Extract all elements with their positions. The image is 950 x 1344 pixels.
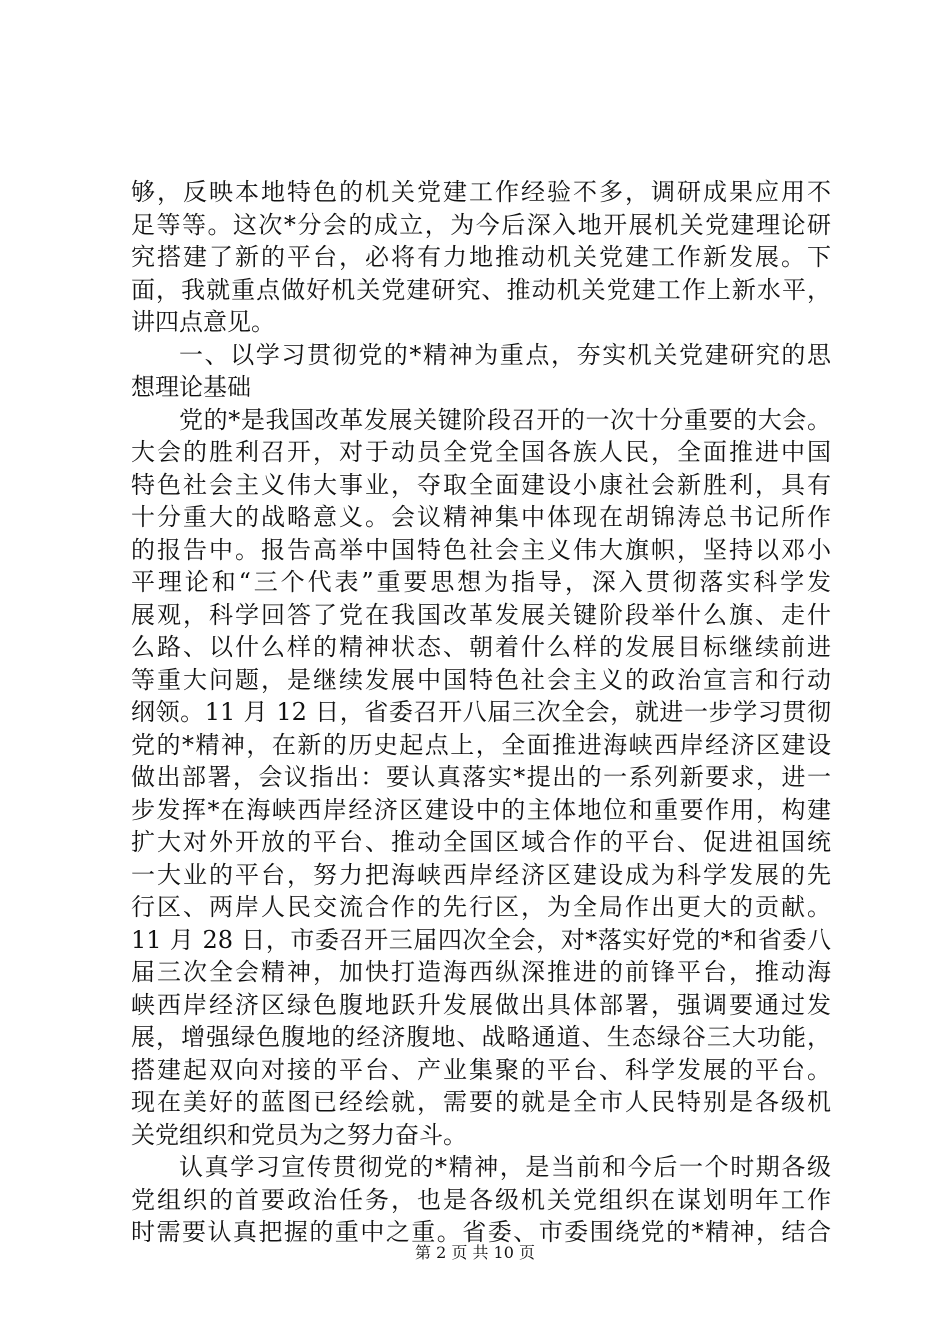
text-line: 想理论基础 bbox=[131, 373, 251, 401]
text-line: 峡西岸经济区绿色腹地跃升发展做出具体部署，强调要通过发 bbox=[131, 990, 831, 1019]
text-line: 行区、两岸人民交流合作的先行区，为全局作出更大的贡献。 bbox=[131, 893, 831, 921]
text-line: 的报告中。报告高举中国特色社会主义伟大旗帜，坚持以邓小 bbox=[131, 535, 831, 564]
text-line: 党的*精神，在新的历史起点上，全面推进海峡西岸经济区建设 bbox=[131, 730, 831, 759]
text-line: 一、以学习贯彻党的*精神为重点，夯实机关党建研究的思 bbox=[179, 340, 831, 369]
text-line: 讲四点意见。 bbox=[131, 308, 275, 336]
text-line: 现在美好的蓝图已经绘就，需要的就是全市人民特别是各级机 bbox=[131, 1088, 831, 1116]
text-line: 大会的胜利召开，对于动员全党全国各族人民，全面推进中国 bbox=[131, 438, 831, 466]
text-line: 展，增强绿色腹地的经济腹地、战略通道、生态绿谷三大功能， bbox=[131, 1023, 831, 1051]
text-line: 等重大问题，是继续发展中国特色社会主义的政治宣言和行动 bbox=[131, 665, 831, 694]
text-line: 党组织的首要政治任务，也是各级机关党组织在谋划明年工作 bbox=[131, 1185, 831, 1214]
text-line: 面，我就重点做好机关党建研究、推动机关党建工作上新水平， bbox=[131, 275, 831, 304]
text-line: 届三次全会精神，加快打造海西纵深推进的前锋平台，推动海 bbox=[131, 958, 831, 986]
text-line: 认真学习宣传贯彻党的*精神，是当前和今后一个时期各级 bbox=[179, 1153, 831, 1181]
text-line: 关党组织和党员为之努力奋斗。 bbox=[131, 1120, 467, 1149]
text-line: 够，反映本地特色的机关党建工作经验不多，调研成果应用不 bbox=[131, 178, 831, 206]
text-line: 扩大对外开放的平台、推动全国区域合作的平台、促进祖国统 bbox=[131, 828, 831, 856]
text-line: 究搭建了新的平台，必将有力地推动机关党建工作新发展。下 bbox=[131, 243, 831, 271]
text-line: 时需要认真把握的重中之重。省委、市委围绕党的*精神，结合 bbox=[131, 1218, 831, 1246]
page-number: 第 2 页 共 10 页 bbox=[415, 1243, 535, 1262]
text-line: 做出部署，会议指出：要认真落实*提出的一系列新要求，进一 bbox=[131, 763, 831, 791]
text-line: 平理论和“三个代表”重要思想为指导，深入贯彻落实科学发 bbox=[131, 568, 831, 596]
text-line: 一大业的平台，努力把海峡西岸经济区建设成为科学发展的先 bbox=[131, 860, 831, 889]
text-line: 11 月 28 日，市委召开三届四次全会，对*落实好党的*和省委八 bbox=[131, 925, 831, 954]
text-line: 展观，科学回答了党在我国改革发展关键阶段举什么旗、走什 bbox=[131, 600, 831, 629]
text-line: 搭建起双向对接的平台、产业集聚的平台、科学发展的平台。 bbox=[131, 1055, 831, 1084]
text-line: 步发挥*在海峡西岸经济区建设中的主体地位和重要作用，构建 bbox=[131, 795, 831, 824]
page-footer bbox=[0, 1243, 950, 1263]
text-line: 纲领。11 月 12 日，省委召开八届三次全会，就进一步学习贯彻 bbox=[131, 698, 831, 726]
document-body bbox=[131, 176, 831, 1249]
text-line: 么路、以什么样的精神状态、朝着什么样的发展目标继续前进 bbox=[131, 633, 831, 661]
text-line: 特色社会主义伟大事业，夺取全面建设小康社会新胜利，具有 bbox=[131, 470, 831, 499]
text-line: 党的*是我国改革发展关键阶段召开的一次十分重要的大会。 bbox=[179, 405, 831, 434]
text-line: 十分重大的战略意义。会议精神集中体现在胡锦涛总书记所作 bbox=[131, 503, 831, 531]
text-line: 足等等。这次*分会的成立，为今后深入地开展机关党建理论研 bbox=[131, 210, 831, 239]
